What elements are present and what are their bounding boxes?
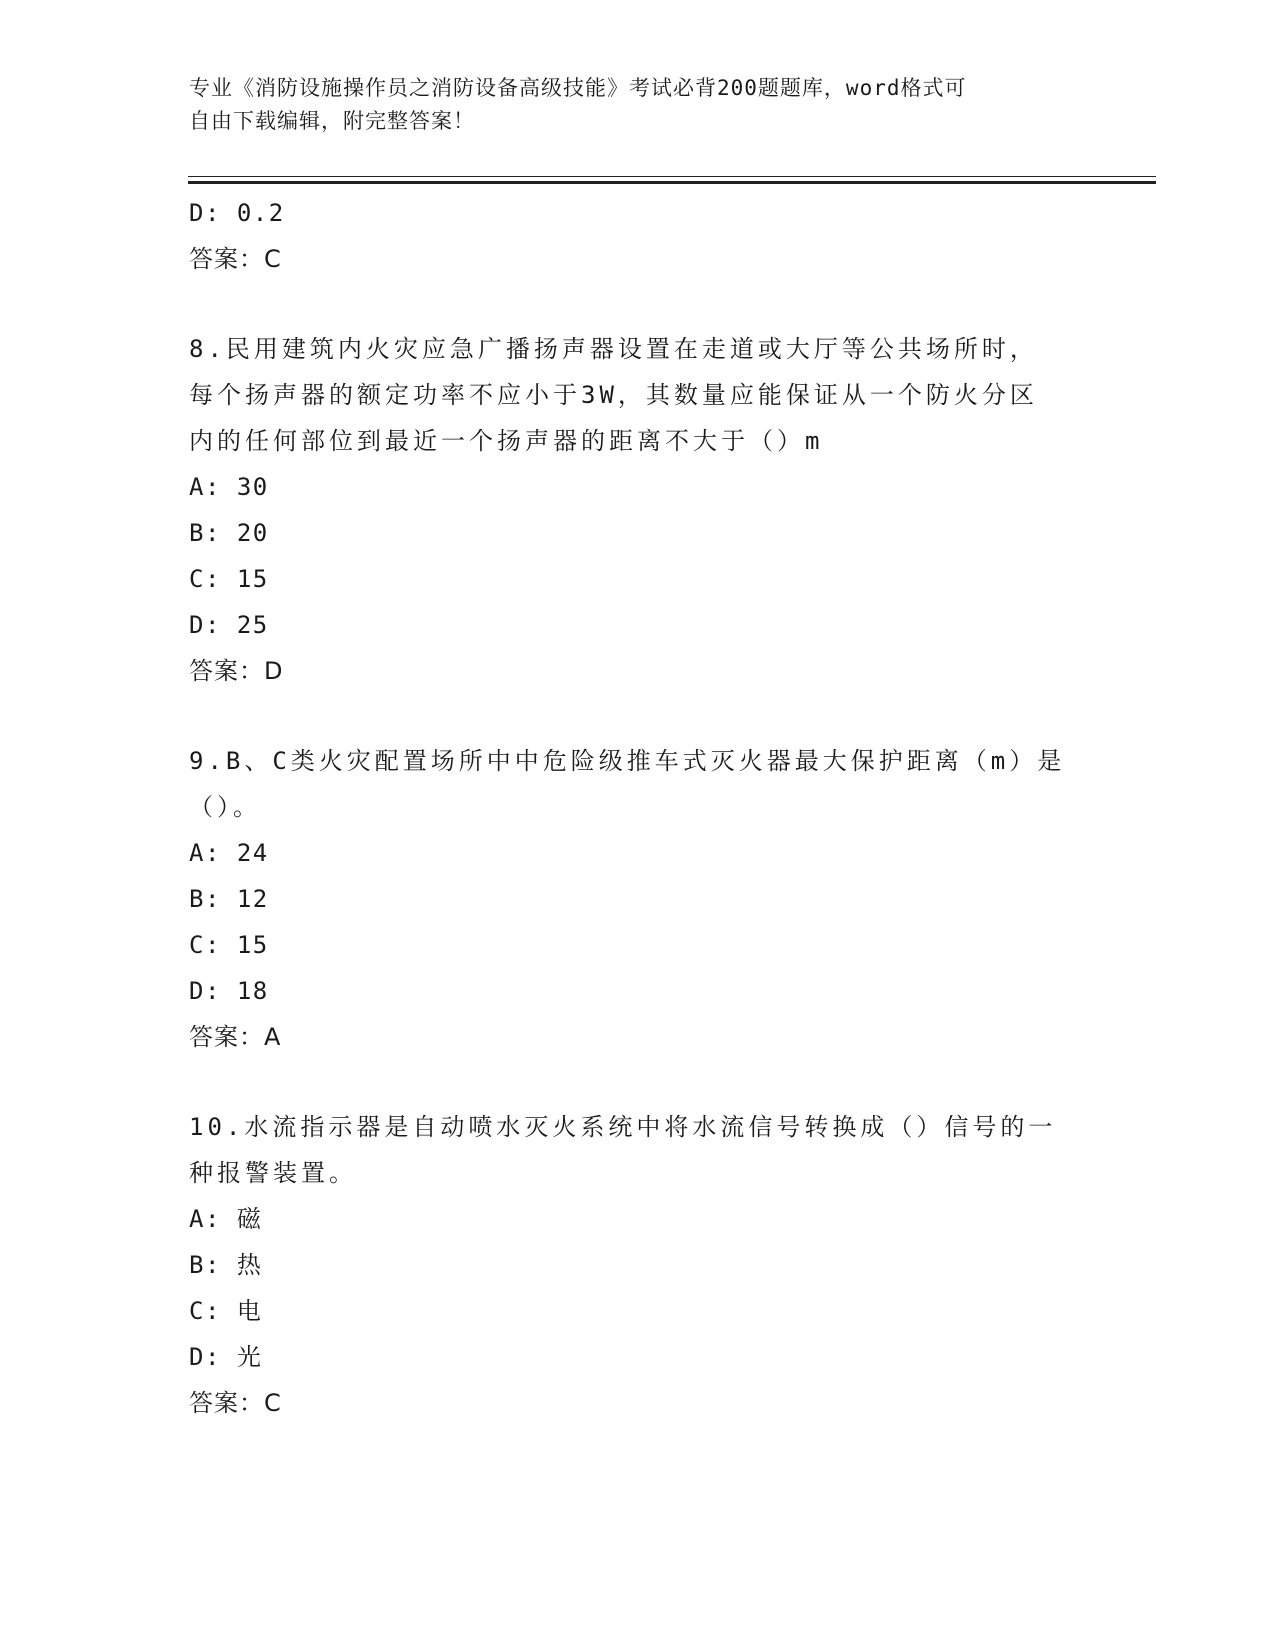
option-a: A: 24 <box>189 839 269 867</box>
spacer <box>189 282 1089 326</box>
header-rule-thin <box>188 176 1156 177</box>
option-d: D: 光 <box>189 1343 263 1371</box>
option-c: C: 电 <box>189 1297 263 1325</box>
header-line-2: 自由下载编辑，附完整答案！ <box>189 109 475 133</box>
question-text-line: 内的任何部位到最近一个扬声器的距离不大于（）m <box>189 427 824 455</box>
question-9 <box>189 738 1089 1060</box>
question-text-line: 种报警装置。 <box>189 1159 357 1187</box>
question-text-line: 9.B、C类火灾配置场所中中危险级推车式灭火器最大保护距离（m）是 <box>189 747 1066 775</box>
question-text-line: 10.水流指示器是自动喷水灭火系统中将水流信号转换成（）信号的一 <box>189 1113 1057 1141</box>
option-d: D: 25 <box>189 611 269 639</box>
answer-line: 答案：C <box>189 1389 282 1417</box>
question-8 <box>189 326 1089 694</box>
option-a: A: 30 <box>189 473 269 501</box>
header-rule-thick <box>188 181 1156 184</box>
option-a: A: 磁 <box>189 1205 263 1233</box>
previous-question-fragment <box>189 190 1089 282</box>
option-b: B: 20 <box>189 519 269 547</box>
option-b: B: 热 <box>189 1251 263 1279</box>
answer-line: 答案：C <box>189 245 282 273</box>
question-text-line: 每个扬声器的额定功率不应小于3W，其数量应能保证从一个防火分区 <box>189 381 1038 409</box>
option-d: D: 0.2 <box>189 199 285 227</box>
option-c: C: 15 <box>189 931 269 959</box>
question-10 <box>189 1104 1089 1426</box>
spacer <box>189 694 1089 738</box>
option-d: D: 18 <box>189 977 269 1005</box>
option-b: B: 12 <box>189 885 269 913</box>
document-header <box>189 72 1089 138</box>
answer-line: 答案：A <box>189 1023 282 1051</box>
spacer <box>189 1060 1089 1104</box>
question-text-line: （）。 <box>189 793 261 821</box>
question-text-line: 8.民用建筑内火灾应急广播扬声器设置在走道或大厅等公共场所时， <box>189 335 1038 363</box>
answer-line: 答案：D <box>189 657 284 685</box>
option-c: C: 15 <box>189 565 269 593</box>
document-body <box>189 190 1089 1426</box>
header-line-1: 专业《消防设施操作员之消防设备高级技能》考试必背200题题库，word格式可 <box>189 76 967 100</box>
